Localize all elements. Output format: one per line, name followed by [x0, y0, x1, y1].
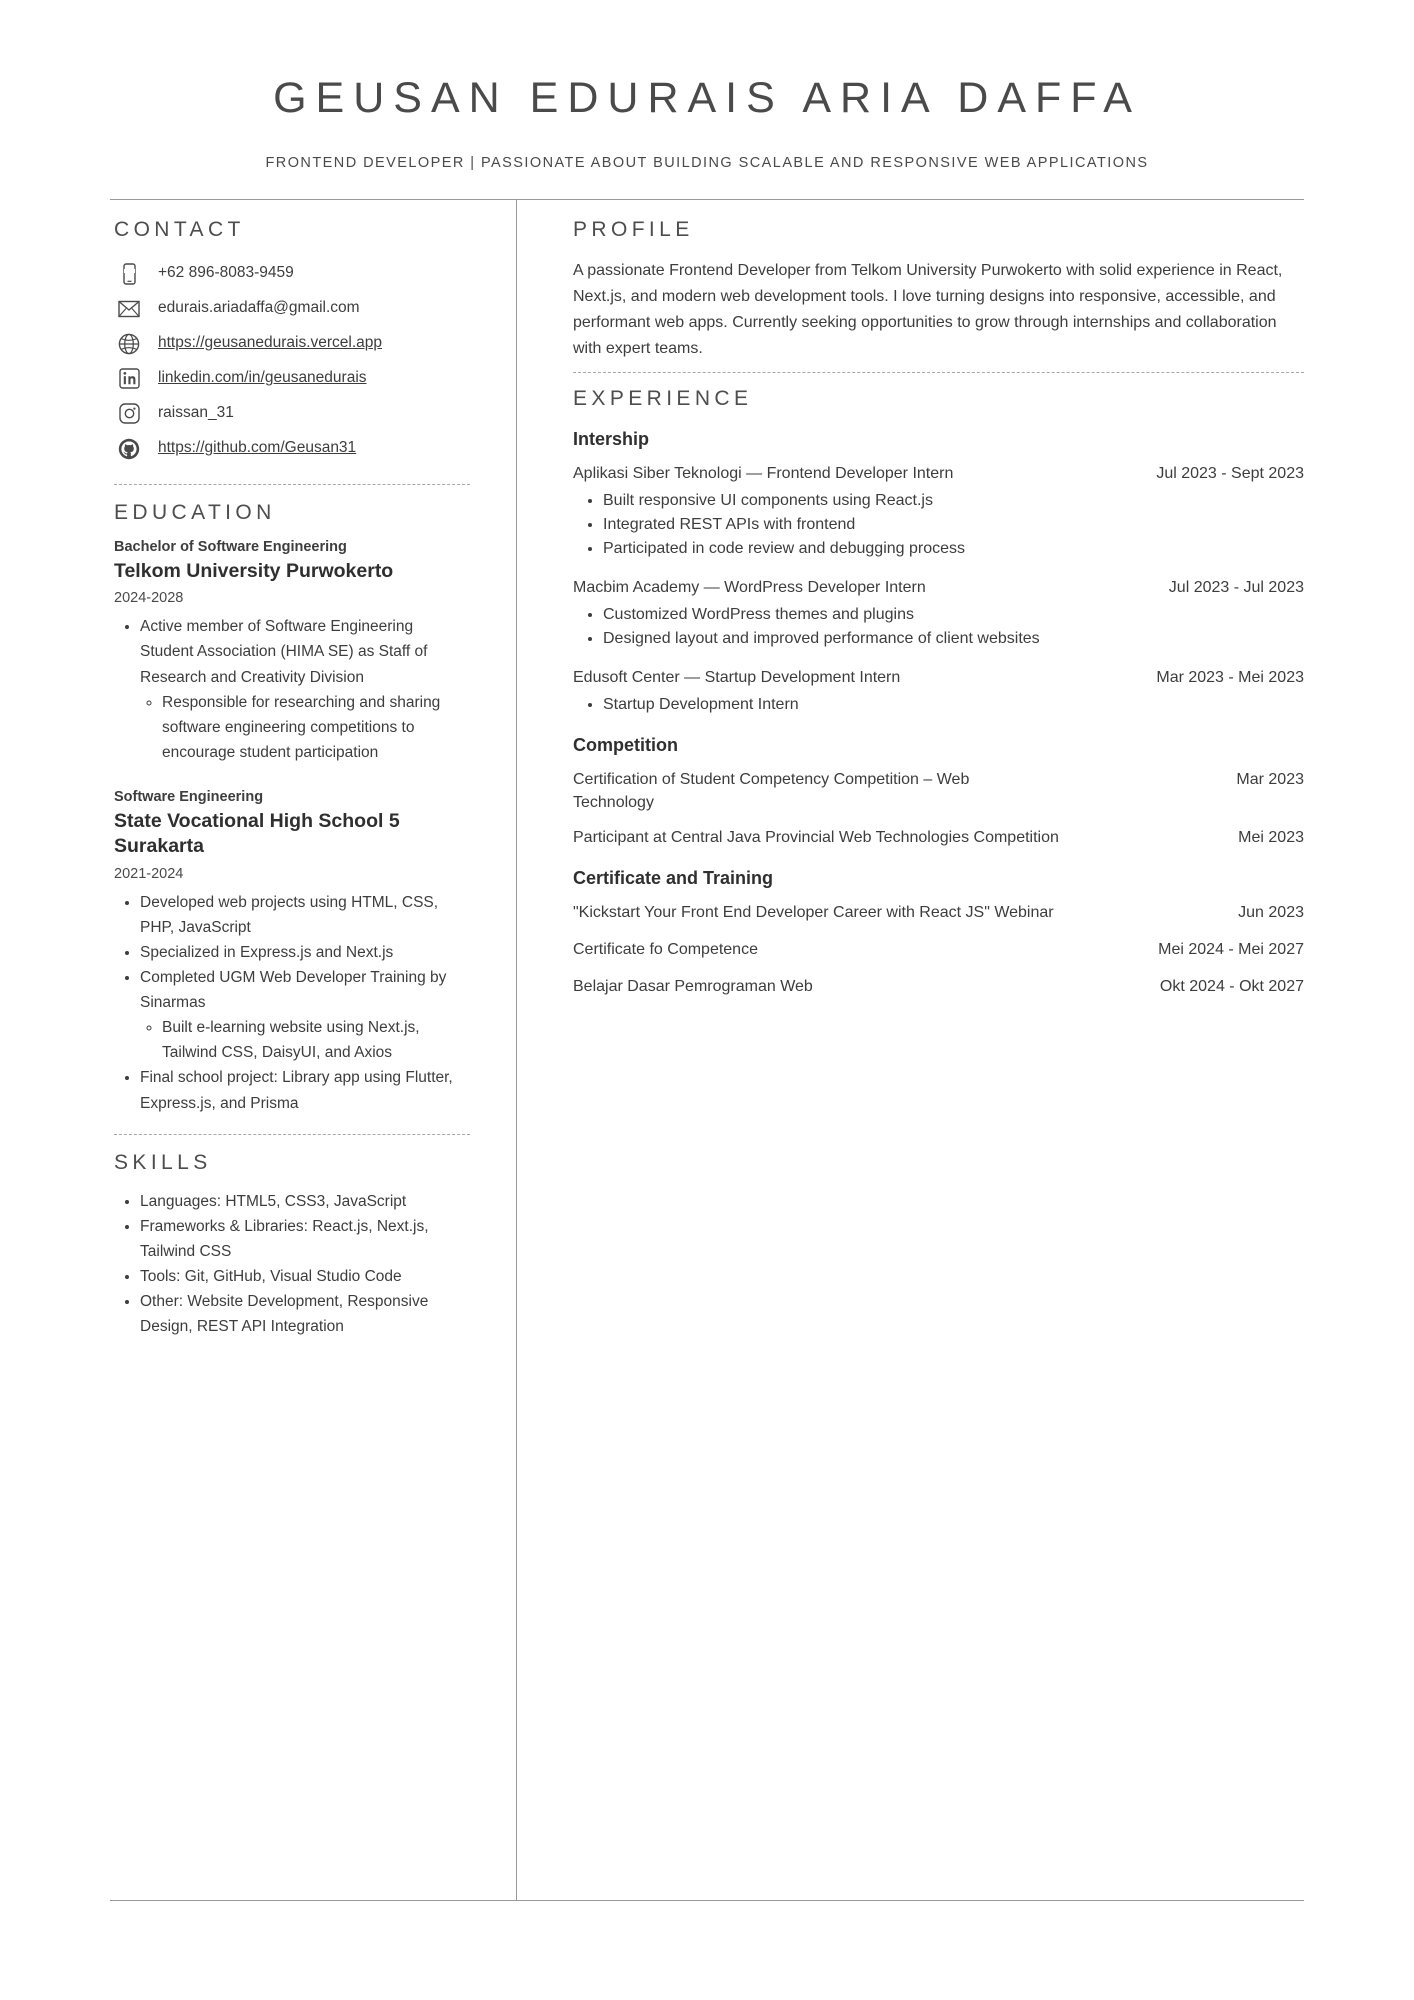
certificate-title: "Kickstart Your Front End Developer Career with React JS" Webinar — [573, 903, 1054, 921]
education-subbullets — [140, 690, 470, 765]
footer-divider — [110, 1900, 1304, 1901]
right-column — [517, 200, 1304, 1900]
competition-row — [573, 826, 1304, 849]
experience-header-row — [573, 462, 1304, 485]
contact-item-website[interactable] — [114, 326, 470, 361]
experience-title: Macbim Academy — WordPress Developer Intern — [573, 578, 926, 596]
contact-list — [114, 256, 470, 466]
education-entry — [114, 789, 470, 1116]
list-item: ◦ Built e-learning website using Next.js, Tailwind CSS, DaisyUI, and Axios — [162, 1015, 470, 1065]
list-item: • Final school project: Library app using Flutter, Express.js, and Prisma — [140, 1065, 470, 1115]
competition-item — [573, 768, 1304, 814]
list-item: ◦ Responsible for researching and sharing software engineering competitions to encourage student participation — [162, 690, 470, 765]
list-item: • Built responsive UI components using React.js — [603, 489, 1304, 513]
contact-website-text[interactable]: https://geusanedurais.vercel.app — [158, 334, 383, 352]
education-bullets — [114, 614, 470, 765]
experience-bullets — [573, 693, 1304, 717]
certificate-date: Jun 2023 — [1238, 903, 1304, 921]
experience-item — [573, 462, 1304, 562]
competition-item — [573, 826, 1304, 849]
list-item: • Tools: Git, GitHub, Visual Studio Code — [140, 1264, 470, 1289]
experience-subheading-certificate: Certificate and Training — [573, 867, 774, 888]
contact-item-github[interactable] — [114, 431, 470, 466]
certificate-title: Belajar Dasar Pemrograman Web — [573, 978, 813, 995]
experience-header-row — [573, 576, 1304, 599]
page-title: GEUSAN EDURAIS ARIA DAFFA — [273, 74, 1141, 122]
instagram-icon — [114, 401, 144, 427]
contact-item-phone[interactable] — [114, 256, 470, 291]
experience-title: Aplikasi Siber Teknologi — Frontend Developer Intern — [573, 464, 954, 482]
experience-bullets — [573, 603, 1304, 652]
section-title-education: EDUCATION — [114, 501, 276, 524]
experience-date: Jul 2023 - Sept 2023 — [1156, 464, 1304, 482]
experience-date: Mar 2023 - Mei 2023 — [1156, 668, 1304, 686]
list-item: • Participated in code review and debugging process — [603, 537, 1304, 561]
contact-github-text[interactable]: https://github.com/Geusan31 — [158, 439, 357, 457]
section-title-profile: PROFILE — [573, 218, 694, 241]
globe-icon — [114, 331, 144, 357]
left-column — [110, 200, 516, 1900]
experience-title: Edusoft Center — Startup Development Intern — [573, 668, 901, 686]
contact-instagram-text: raissan_31 — [158, 404, 234, 422]
contact-linkedin-text[interactable]: linkedin.com/in/geusanedurais — [158, 369, 367, 387]
github-icon — [114, 436, 144, 462]
experience-subheading-competition: Competition — [573, 735, 678, 756]
education-years: 2024-2028 — [114, 590, 184, 607]
experience-item — [573, 666, 1304, 718]
contact-item-email[interactable] — [114, 291, 470, 326]
education-skills-separator — [114, 1134, 470, 1135]
certificate-item — [573, 975, 1304, 998]
education-subbullets — [140, 1015, 470, 1065]
experience-date: Jul 2023 - Jul 2023 — [1168, 578, 1304, 596]
certificate-item — [573, 938, 1304, 961]
list-item: • Startup Development Intern — [603, 693, 1304, 717]
certificate-title: Certificate fo Competence — [573, 940, 758, 958]
list-item: • Developed web projects using HTML, CSS, PHP, JavaScript — [140, 890, 470, 940]
section-title-skills: SKILLS — [114, 1150, 212, 1174]
experience-header-row — [573, 666, 1304, 689]
education-entry — [114, 539, 470, 765]
competition-date: Mar 2023 — [1236, 771, 1304, 789]
education-bullets — [114, 890, 470, 1116]
list-item — [140, 614, 470, 765]
profile-experience-separator — [573, 372, 1304, 373]
list-item — [140, 965, 470, 1065]
certificate-row — [573, 975, 1304, 998]
list-item: • Other: Website Development, Responsive Design, REST API Integration — [140, 1289, 470, 1339]
competition-date: Mei 2023 — [1238, 829, 1304, 847]
certificate-item — [573, 901, 1304, 924]
contact-email-text: edurais.ariadaffa@gmail.com — [158, 299, 360, 317]
contact-item-linkedin[interactable] — [114, 361, 470, 396]
certificate-row — [573, 901, 1304, 924]
education-bullet-text: Completed UGM Web Developer Training by Sinarmas — [140, 969, 447, 1012]
competition-title: Participant at Central Java Provincial Web Technologies Competition — [573, 829, 1059, 847]
certificate-date: Okt 2024 - Okt 2027 — [1159, 978, 1304, 995]
education-school: Telkom University Purwokerto — [114, 560, 394, 582]
section-title-experience: EXPERIENCE — [573, 386, 753, 410]
education-bullet-text: Active member of Software Engineering Student Association (HIMA SE) as Staff of Research and Creativity Division — [140, 618, 428, 686]
education-years: 2021-2024 — [114, 865, 184, 882]
education-degree: Software Engineering — [114, 789, 264, 805]
list-item: • Frameworks & Libraries: React.js, Next.js, Tailwind CSS — [140, 1214, 470, 1264]
header-tagline: FRONTEND DEVELOPER | PASSIONATE ABOUT BUILDING SCALABLE AND RESPONSIVE WEB APPLICATIONS — [265, 155, 1149, 171]
phone-icon — [114, 261, 144, 287]
section-title-contact: CONTACT — [114, 218, 245, 241]
experience-item — [573, 576, 1304, 652]
experience-bullets — [573, 489, 1304, 562]
certificate-row — [573, 938, 1304, 961]
contact-phone-text: +62 896-8083-9459 — [158, 264, 294, 282]
body-columns — [110, 200, 1304, 1900]
list-item: • Integrated REST APIs with frontend — [603, 513, 1304, 537]
competition-title: Certification of Student Competency Competition – Web Technology — [573, 771, 970, 812]
list-item: • Specialized in Express.js and Next.js — [140, 940, 470, 965]
education-degree: Bachelor of Software Engineering — [114, 539, 347, 555]
skills-list — [114, 1189, 470, 1340]
list-item: • Languages: HTML5, CSS3, JavaScript — [140, 1189, 470, 1214]
experience-subheading-internship: Intership — [573, 428, 650, 449]
education-school: State Vocational High School 5 Surakarta — [114, 810, 400, 858]
list-item: • Designed layout and improved performance of client websites — [603, 627, 1304, 651]
contact-item-instagram[interactable] — [114, 396, 470, 431]
envelope-icon — [114, 296, 144, 322]
competition-row — [573, 768, 1304, 814]
contact-education-separator — [114, 484, 470, 485]
certificate-date: Mei 2024 - Mei 2027 — [1158, 940, 1304, 958]
linkedin-icon — [114, 366, 144, 392]
list-item: • Customized WordPress themes and plugins — [603, 603, 1304, 627]
profile-text: A passionate Frontend Developer from Telkom University Purwokerto with solid experience in React, Next.js, and modern web development tools. I love turning designs into responsive, accessible, and performant web apps. Currently seeking opportunities to grow through internships and collaboration with expert teams. — [573, 262, 1283, 357]
